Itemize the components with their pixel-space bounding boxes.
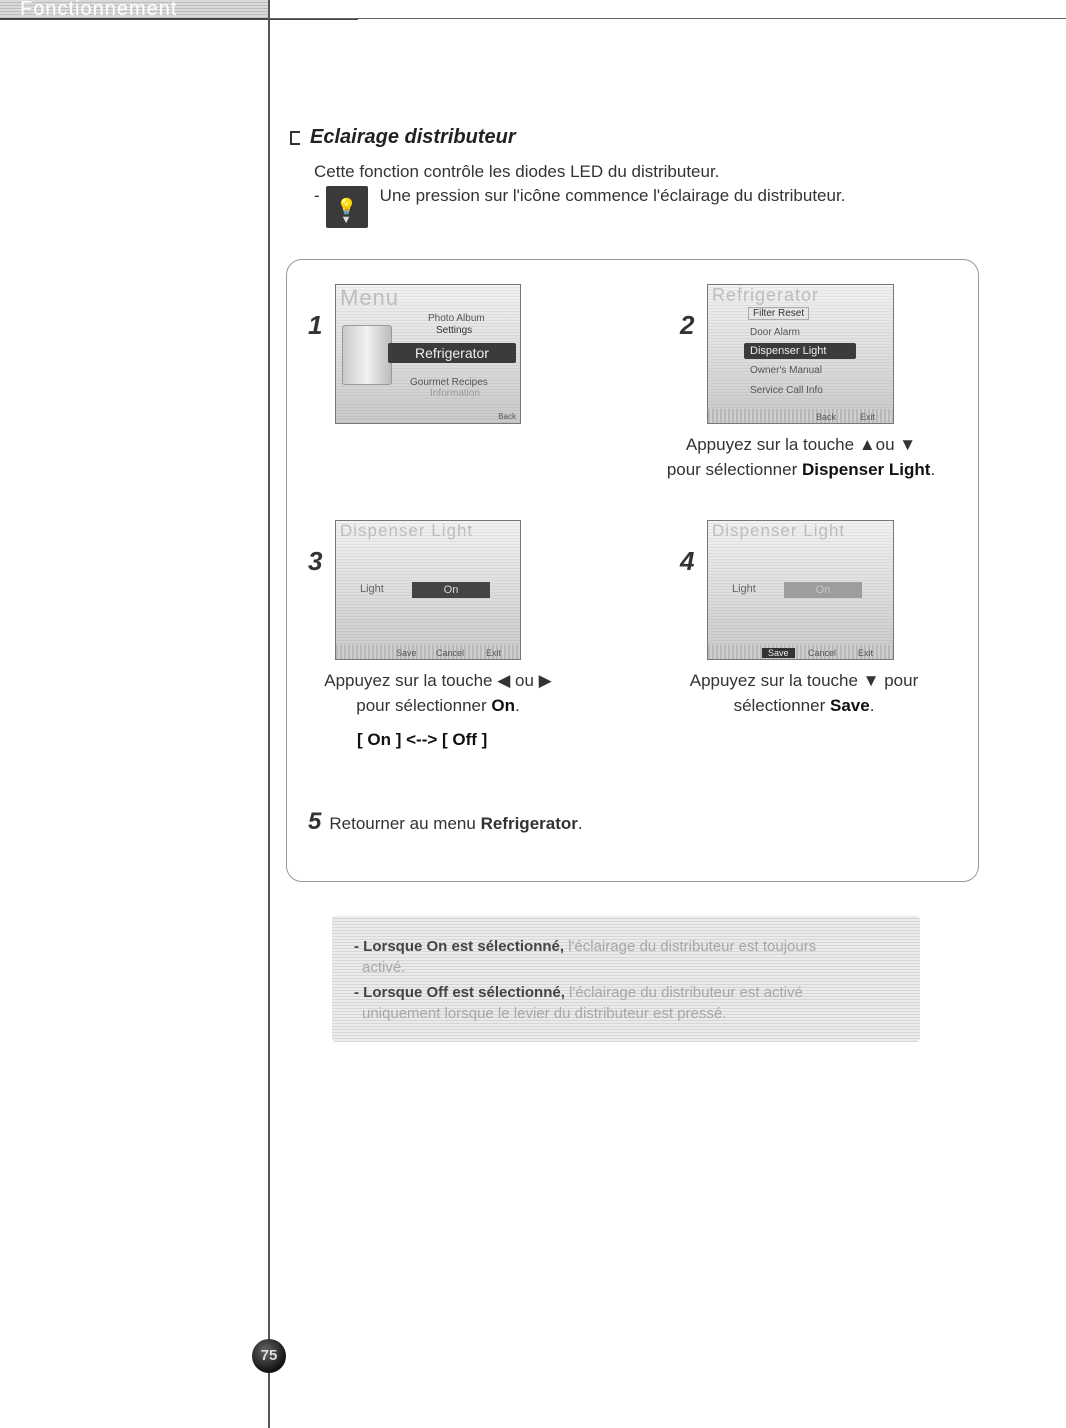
note-line-3 xyxy=(354,982,896,1003)
step-4-caption-bold: Save xyxy=(829,696,870,715)
section-title xyxy=(290,126,516,149)
step-3-caption xyxy=(304,668,572,718)
refrigerator-screen-title: Refrigerator xyxy=(712,285,820,305)
refrigerator-screen xyxy=(707,284,894,424)
icon-instruction-text: Une pression sur l'icône commence l'éclairage du distributeur. xyxy=(379,186,846,205)
save-label-b: Save xyxy=(762,648,795,658)
step-4-caption xyxy=(670,668,938,718)
dispenser-light-value-b: On xyxy=(784,582,862,598)
cancel-label-b: Cancel xyxy=(808,648,837,658)
refrigerator-item-door-alarm: Door Alarm xyxy=(750,327,801,338)
section-title-text: Eclairage distributeur xyxy=(310,126,516,148)
note-line-1 xyxy=(354,936,896,957)
step-3-caption-line2: pour sélectionner xyxy=(356,696,487,715)
dispenser-light-label-a: Light xyxy=(360,583,384,595)
refrigerator-item-owners-manual: Owner's Manual xyxy=(750,365,822,376)
dispenser-light-screen-b-title: Dispenser Light xyxy=(712,521,846,540)
step-5-text-prefix: Retourner au menu xyxy=(329,814,476,833)
menu-screen xyxy=(335,284,521,424)
step-2-caption-suffix: . xyxy=(930,460,936,479)
note-line-3-bold: - Lorsque Off est sélectionné, xyxy=(354,984,565,1001)
step-3-number: 3 xyxy=(308,546,323,576)
menu-back-label: Back xyxy=(498,412,516,421)
menu-item-settings: Settings xyxy=(436,325,473,336)
dispenser-light-screen-b xyxy=(707,520,894,660)
refrigerator-item-dispenser-light: Dispenser Light xyxy=(744,343,856,359)
step-2-caption-bold: Dispenser Light xyxy=(801,460,931,479)
note-line-2: activé. xyxy=(362,959,406,976)
exit-label-b: Exit xyxy=(858,648,874,658)
step-2-caption-prefix: Appuyez sur la touche xyxy=(685,435,855,454)
header-rule xyxy=(268,18,1066,19)
menu-item-information: Information xyxy=(430,388,481,399)
refrigerator-exit-label: Exit xyxy=(860,412,876,422)
on-off-toggle-text: [ On ] <--> [ Off ] xyxy=(357,730,488,749)
icon-instruction xyxy=(314,186,845,228)
fridge-image xyxy=(342,325,392,385)
dispenser-light-label-b: Light xyxy=(732,583,756,595)
menu-item-gourmet-recipes: Gourmet Recipes xyxy=(410,377,488,388)
refrigerator-item-service-call-info: Service Call Info xyxy=(750,385,823,396)
up-down-arrows: ▲ou ▼ xyxy=(858,435,917,454)
step-4-number: 4 xyxy=(680,546,695,576)
step-5 xyxy=(308,808,583,836)
refrigerator-item-filter-reset: Filter Reset xyxy=(748,307,809,320)
note-line-1-rest: l'éclairage du distributeur est toujours xyxy=(564,938,817,955)
refrigerator-back-label: Back xyxy=(816,412,837,422)
dispenser-light-screen-a xyxy=(335,520,521,660)
step-4-caption-line1: Appuyez sur la touche ▼ pour xyxy=(689,671,919,690)
step-4-caption-line2: sélectionner xyxy=(733,696,826,715)
menu-item-refrigerator: Refrigerator xyxy=(388,343,516,363)
dispenser-light-screen-a-title: Dispenser Light xyxy=(340,521,474,540)
step-4-caption-suffix: . xyxy=(869,696,875,715)
step-2-number: 2 xyxy=(680,310,695,340)
page-number-badge: 75 xyxy=(252,1339,286,1373)
step-3-caption-suffix: . xyxy=(515,696,520,715)
step-3-caption-line1: Appuyez sur la touche ◀ ou ▶ xyxy=(324,671,552,690)
note-box xyxy=(332,916,920,1042)
cancel-label-a: Cancel xyxy=(436,648,465,658)
checkbox-bullet-icon xyxy=(290,131,300,145)
icon-bullet: - xyxy=(314,186,320,205)
step-3-caption-bold: On xyxy=(491,696,516,715)
step-2-caption xyxy=(650,432,952,482)
header-tab-label: Fonctionnement xyxy=(20,0,178,18)
intro-text: Cette fonction contrôle les diodes LED du distributeur. xyxy=(314,162,720,181)
note-line-3-rest: l'éclairage du distributeur est activé xyxy=(564,984,803,1001)
note-line-1-bold: - Lorsque On est sélectionné, xyxy=(354,938,565,955)
menu-item-photo-album: Photo Album xyxy=(428,313,485,324)
step-5-number: 5 xyxy=(308,808,322,835)
margin-rule xyxy=(268,0,270,1428)
menu-screen-title: Menu xyxy=(340,285,400,310)
header-tab xyxy=(0,0,270,18)
step-5-text xyxy=(329,814,582,834)
dispenser-light-icon: 💡 ▼ xyxy=(326,186,368,228)
down-arrow-icon: ▼ xyxy=(340,214,352,226)
note-line-4: uniquement lorsque le levier du distributeur est pressé. xyxy=(362,1005,727,1022)
step-2-caption-line2: pour sélectionner xyxy=(666,460,798,479)
step-5-text-bold: Refrigerator xyxy=(480,814,578,833)
exit-label-a: Exit xyxy=(486,648,502,658)
step-5-text-suffix: . xyxy=(577,814,583,833)
dispenser-light-value-a: On xyxy=(412,582,490,598)
step-1-number: 1 xyxy=(308,310,323,340)
save-label-a: Save xyxy=(396,648,417,658)
